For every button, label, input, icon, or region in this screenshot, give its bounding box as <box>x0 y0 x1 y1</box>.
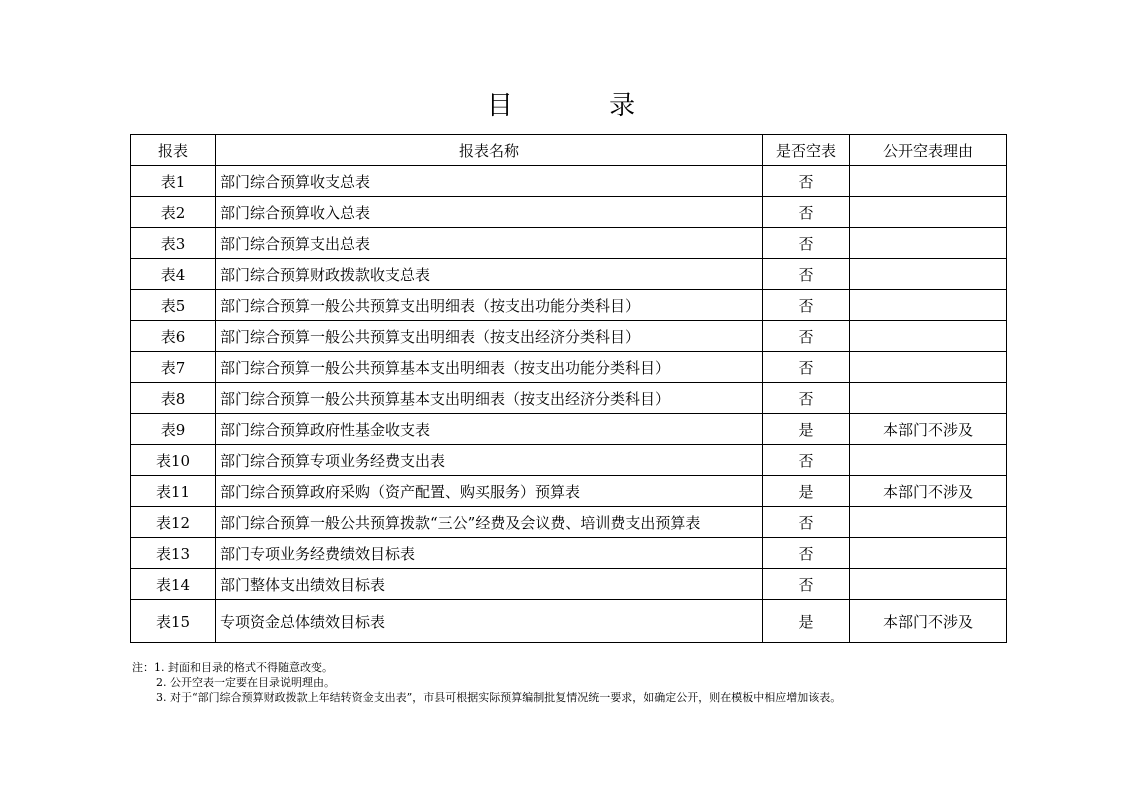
page-title: 目 录 <box>486 91 680 121</box>
report-no: 表4 <box>131 259 216 290</box>
is-empty: 否 <box>763 445 850 476</box>
report-no: 表13 <box>131 538 216 569</box>
table-row <box>131 507 1007 538</box>
is-empty: 否 <box>763 352 850 383</box>
table-header-row <box>131 135 1007 166</box>
report-no: 表11 <box>131 476 216 507</box>
table-row <box>131 197 1007 228</box>
empty-reason <box>850 383 1007 414</box>
empty-reason <box>850 445 1007 476</box>
empty-reason <box>850 228 1007 259</box>
empty-reason <box>850 259 1007 290</box>
contents-table <box>130 134 1007 643</box>
report-name: 部门综合预算专项业务经费支出表 <box>216 445 763 476</box>
empty-reason <box>850 538 1007 569</box>
empty-reason <box>850 166 1007 197</box>
notes <box>132 660 841 705</box>
empty-reason <box>850 507 1007 538</box>
table-row <box>131 445 1007 476</box>
empty-reason: 本部门不涉及 <box>850 476 1007 507</box>
table-row <box>131 600 1007 643</box>
is-empty: 否 <box>763 538 850 569</box>
report-no: 表7 <box>131 352 216 383</box>
report-name: 部门综合预算一般公共预算支出明细表（按支出经济分类科目） <box>216 321 763 352</box>
is-empty: 否 <box>763 197 850 228</box>
table-row <box>131 538 1007 569</box>
report-name: 部门综合预算一般公共预算基本支出明细表（按支出功能分类科目） <box>216 352 763 383</box>
report-name: 部门综合预算一般公共预算基本支出明细表（按支出经济分类科目） <box>216 383 763 414</box>
header-empty-reason: 公开空表理由 <box>850 135 1007 166</box>
report-no: 表9 <box>131 414 216 445</box>
is-empty: 否 <box>763 290 850 321</box>
report-name: 部门综合预算支出总表 <box>216 228 763 259</box>
report-no: 表2 <box>131 197 216 228</box>
report-name: 部门综合预算财政拨款收支总表 <box>216 259 763 290</box>
report-name: 部门综合预算收入总表 <box>216 197 763 228</box>
report-name: 专项资金总体绩效目标表 <box>216 600 763 643</box>
empty-reason <box>850 352 1007 383</box>
is-empty: 否 <box>763 321 850 352</box>
header-report-name: 报表名称 <box>216 135 763 166</box>
report-no: 表12 <box>131 507 216 538</box>
is-empty: 是 <box>763 600 850 643</box>
table-row <box>131 476 1007 507</box>
report-no: 表8 <box>131 383 216 414</box>
empty-reason <box>850 569 1007 600</box>
note-2: 2. 公开空表一定要在目录说明理由。 <box>156 676 335 689</box>
report-name: 部门专项业务经费绩效目标表 <box>216 538 763 569</box>
report-name: 部门综合预算政府采购（资产配置、购买服务）预算表 <box>216 476 763 507</box>
table-row <box>131 414 1007 445</box>
table-row <box>131 383 1007 414</box>
report-name: 部门整体支出绩效目标表 <box>216 569 763 600</box>
empty-reason: 本部门不涉及 <box>850 414 1007 445</box>
report-no: 表1 <box>131 166 216 197</box>
note-3: 3. 对于“部门综合预算财政拨款上年结转资金支出表”，市县可根据实际预算编制批复情况统一要求，如确定公开，则在模板中相应增加该表。 <box>156 691 842 704</box>
table-row <box>131 321 1007 352</box>
is-empty: 是 <box>763 476 850 507</box>
is-empty: 是 <box>763 414 850 445</box>
table-row <box>131 352 1007 383</box>
report-no: 表6 <box>131 321 216 352</box>
table-row <box>131 259 1007 290</box>
header-is-empty: 是否空表 <box>763 135 850 166</box>
table-row <box>131 166 1007 197</box>
table-row <box>131 228 1007 259</box>
empty-reason: 本部门不涉及 <box>850 600 1007 643</box>
is-empty: 否 <box>763 569 850 600</box>
report-name: 部门综合预算政府性基金收支表 <box>216 414 763 445</box>
note-1: 注：1. 封面和目录的格式不得随意改变。 <box>132 661 333 674</box>
is-empty: 否 <box>763 259 850 290</box>
empty-reason <box>850 290 1007 321</box>
table-row <box>131 569 1007 600</box>
is-empty: 否 <box>763 383 850 414</box>
report-no: 表10 <box>131 445 216 476</box>
report-name: 部门综合预算一般公共预算拨款“三公”经费及会议费、培训费支出预算表 <box>216 507 763 538</box>
report-no: 表5 <box>131 290 216 321</box>
empty-reason <box>850 321 1007 352</box>
is-empty: 否 <box>763 166 850 197</box>
empty-reason <box>850 197 1007 228</box>
table-row <box>131 290 1007 321</box>
report-name: 部门综合预算一般公共预算支出明细表（按支出功能分类科目） <box>216 290 763 321</box>
report-name: 部门综合预算收支总表 <box>216 166 763 197</box>
report-no: 表15 <box>131 600 216 643</box>
is-empty: 否 <box>763 228 850 259</box>
header-report-no: 报表 <box>131 135 216 166</box>
is-empty: 否 <box>763 507 850 538</box>
report-no: 表3 <box>131 228 216 259</box>
report-no: 表14 <box>131 569 216 600</box>
